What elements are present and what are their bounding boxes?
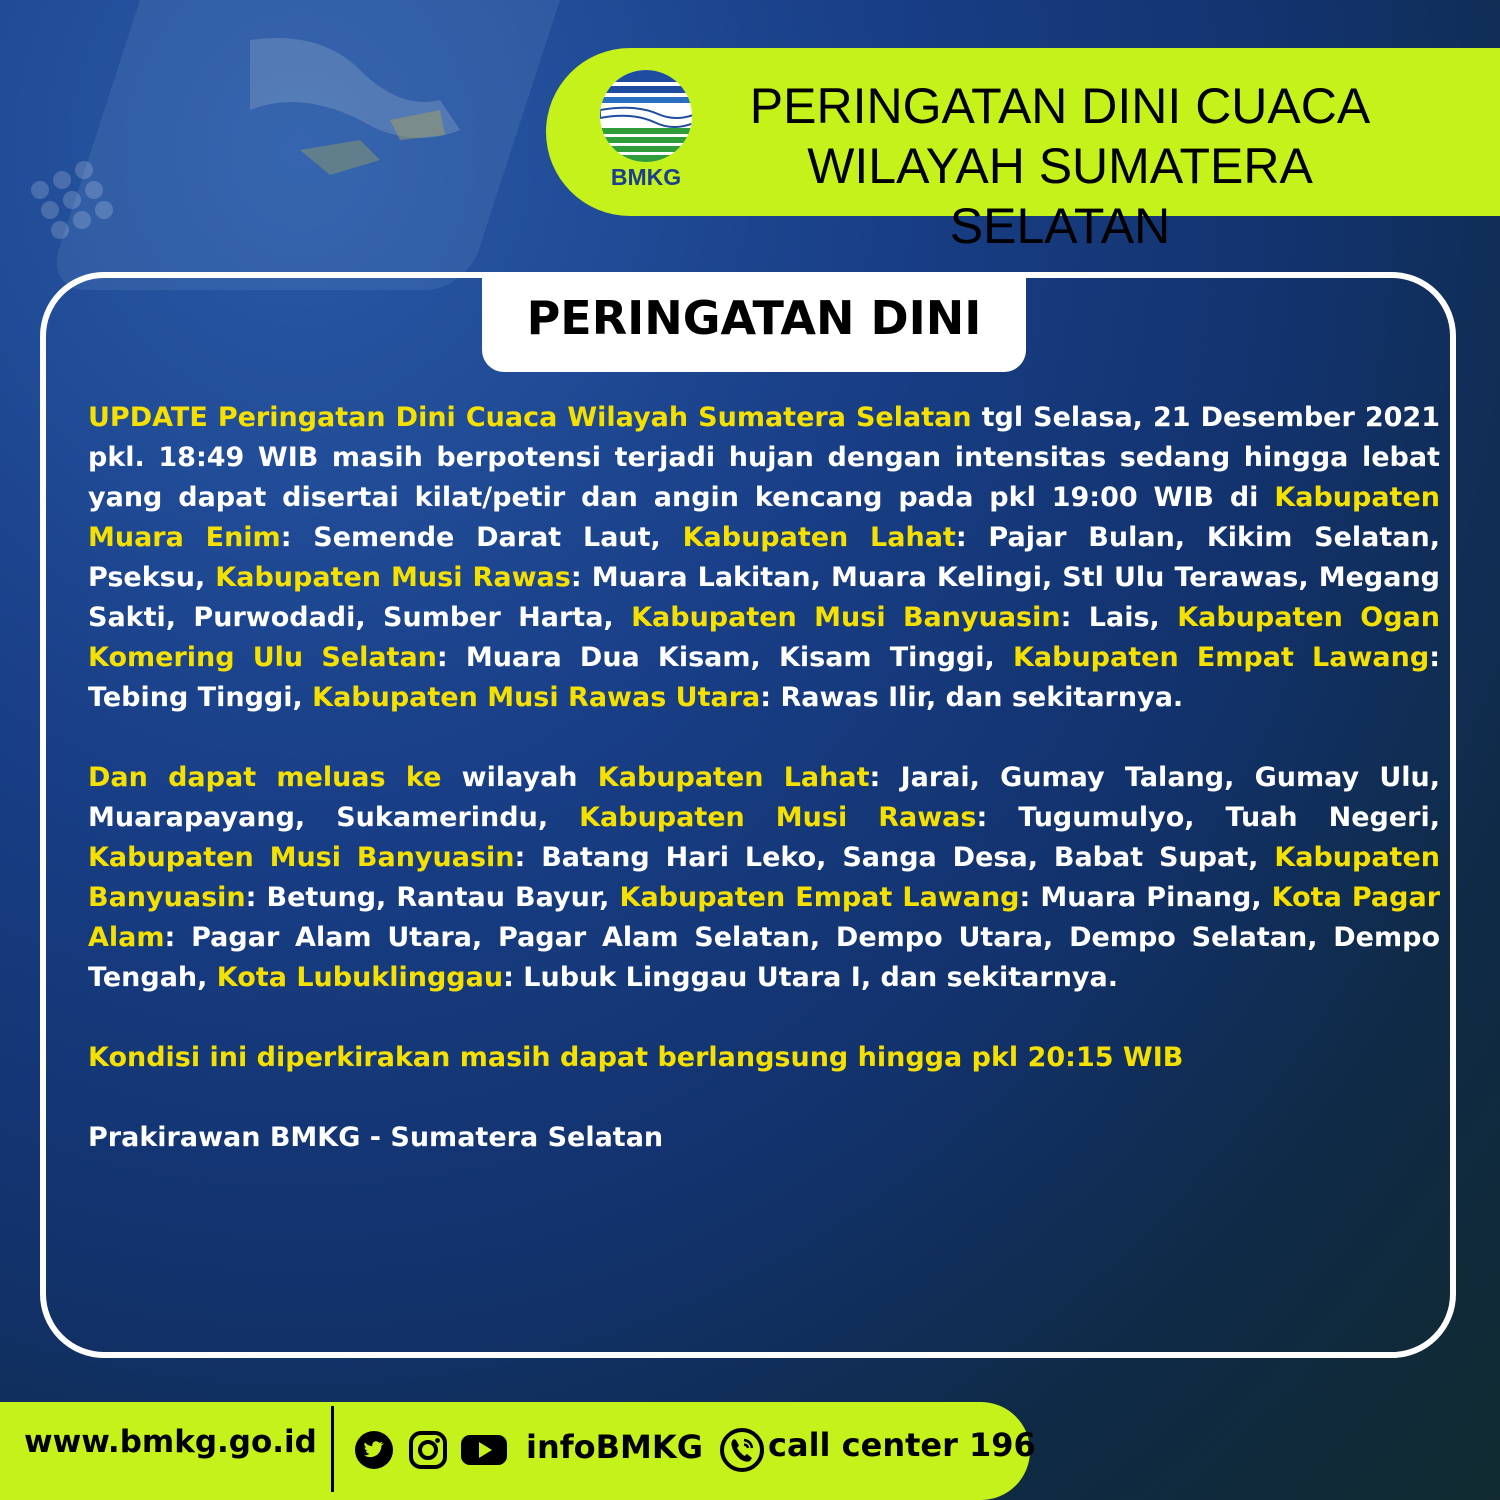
bmkg-logo: [596, 70, 696, 192]
highlighted-text: Kota Lubuklinggau: [216, 962, 504, 993]
warning-content: [88, 398, 1440, 1158]
highlighted-text: UPDATE Peringatan Dini Cuaca Wilayah Sumatera Selatan: [88, 402, 972, 433]
body-text: : Tugumulyo, Tuah Negeri,: [976, 802, 1440, 833]
body-text: : Lubuk Linggau Utara I, dan sekitarnya.: [503, 962, 1118, 993]
website-link[interactable]: www.bmkg.go.id: [24, 1424, 317, 1460]
highlighted-text: Kabupaten Empat Lawang: [1012, 642, 1430, 673]
bmkg-logo-icon: [596, 70, 696, 164]
panel-tab: [482, 272, 1026, 372]
highlighted-text: Kabupaten Lahat: [682, 522, 956, 553]
highlighted-text: Kabupaten Banyuasin: [88, 842, 1440, 913]
highlighted-text: Kabupaten Musi Rawas Utara: [312, 682, 761, 713]
body-text: : Muara Lakitan, Muara Kelingi, Stl Ulu Terawas, Megang Sakti, Purwodadi, Sumber Harta,: [88, 562, 1440, 633]
body-text: : Rawas Ilir, dan sekitarnya.: [760, 682, 1184, 713]
body-text: : Pagar Alam Utara, Pagar Alam Selatan, Dempo Utara, Dempo Selatan, Dempo Tengah,: [88, 922, 1440, 993]
highlighted-text: Kabupaten Ogan Komering Ulu Selatan: [88, 602, 1440, 673]
body-text: : Lais,: [1060, 602, 1178, 633]
footer-divider: [331, 1406, 334, 1492]
highlighted-text: Kabupaten Musi Rawas: [215, 562, 571, 593]
phone-icon: [720, 1428, 764, 1472]
youtube-icon[interactable]: [460, 1430, 508, 1470]
forecaster-signature: [88, 1118, 1440, 1158]
warning-paragraph-main: [88, 398, 1440, 718]
body-text: : Muara Pinang,: [1019, 882, 1272, 913]
body-text: Prakirawan BMKG - Sumatera Selatan: [88, 1122, 664, 1153]
title-line-1: PERINGATAN DINI CUACA: [749, 78, 1371, 134]
body-text: : Batang Hari Leko, Sanga Desa, Babat Supat,: [514, 842, 1275, 873]
highlighted-text: Kabupaten Lahat: [597, 762, 870, 793]
body-text: : Betung, Rantau Bayur,: [245, 882, 620, 913]
highlighted-text: Kondisi ini diperkirakan masih dapat berlangsung hingga pkl 20:15 WIB: [88, 1042, 1184, 1073]
logo-text: BMKG: [610, 164, 682, 190]
panel-tab-label: PERINGATAN DINI: [526, 291, 982, 345]
body-text: : Semende Darat Laut,: [280, 522, 683, 553]
highlighted-text: Kabupaten Musi Banyuasin: [631, 602, 1061, 633]
page-title: [700, 76, 1420, 256]
highlighted-text: Kabupaten Muara Enim: [88, 482, 1440, 553]
paragraph-gap: [88, 998, 1440, 1038]
instagram-icon[interactable]: [408, 1430, 448, 1470]
body-text: : Jarai, Gumay Talang, Gumay Ulu, Muarapayang, Sukamerindu,: [88, 762, 1441, 833]
warning-paragraph-extended: [88, 758, 1440, 998]
title-line-2: WILAYAH SUMATERA SELATAN: [807, 138, 1313, 254]
twitter-icon[interactable]: [354, 1430, 394, 1470]
warning-paragraph-duration: [88, 1038, 1440, 1078]
paragraph-gap: [88, 1078, 1440, 1118]
highlighted-text: Kabupaten Musi Banyuasin: [88, 842, 515, 873]
body-text: : Pajar Bulan, Kikim Selatan, Pseksu,: [88, 522, 1440, 593]
body-text: wilayah: [441, 762, 598, 793]
call-center[interactable]: call center 196: [768, 1426, 1036, 1464]
highlighted-text: Kabupaten Musi Rawas: [579, 802, 977, 833]
highlighted-text: Kota Pagar Alam: [88, 882, 1441, 953]
highlighted-text: Dan dapat meluas ke: [88, 762, 442, 793]
paragraph-gap: [88, 718, 1440, 758]
highlighted-text: Kabupaten Empat Lawang: [619, 882, 1020, 913]
body-text: : Tebing Tinggi,: [88, 642, 1440, 713]
social-handle[interactable]: infoBMKG: [526, 1428, 703, 1466]
body-text: : Muara Dua Kisam, Kisam Tinggi,: [436, 642, 1013, 673]
body-text: tgl Selasa, 21 Desember 2021 pkl. 18:49 WIB masih berpotensi terjadi hujan dengan intensitas sedang hingga lebat yang dapat disertai kilat/petir dan angin kencang pada pkl 19:00 WIB di: [88, 402, 1440, 513]
